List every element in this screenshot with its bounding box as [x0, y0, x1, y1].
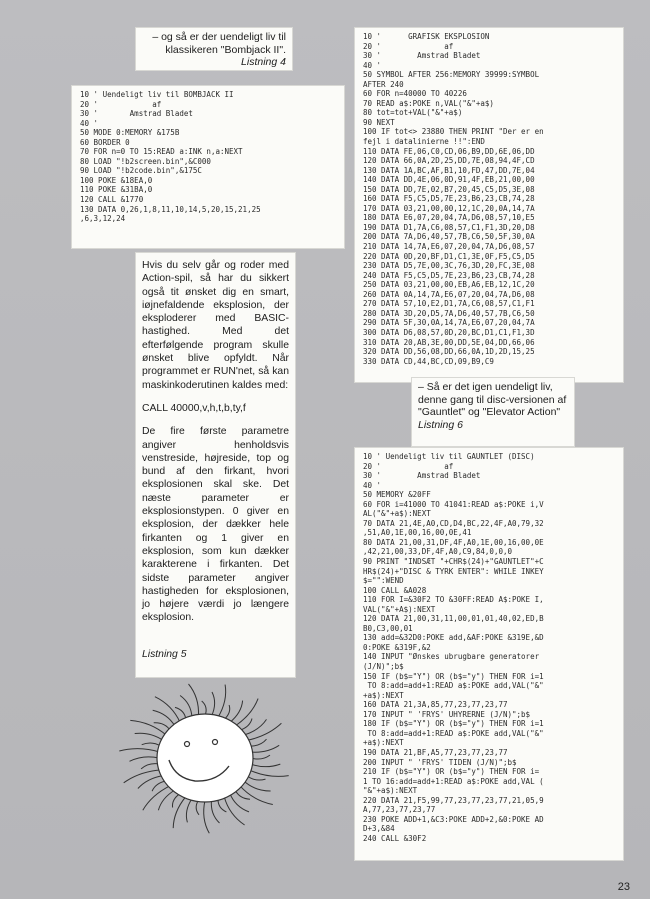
- article-paragraph-2: CALL 40000,v,h,t,b,ty,f: [142, 402, 246, 414]
- code-line: A,77,23,77,23,77: [363, 805, 436, 815]
- code-line: 110 POKE &31BA,0: [80, 185, 153, 195]
- code-line: 180 IF (b$="Y") OR (b$="y") THEN FOR i=1: [363, 719, 544, 729]
- sun-ray: [155, 697, 180, 723]
- code-line: ,42,21,00,33,DF,4F,A0,C9,84,0,0,0: [363, 547, 513, 557]
- code-line: 90 NEXT: [363, 117, 395, 127]
- code-line: 140 INPUT "Ønskes ubrugbare generatorer: [363, 652, 540, 662]
- caption-listing-6-text: – Så er det igen uendeligt liv, denne gang til disc-versionen af "Gauntlet" og "Elevator Action": [418, 381, 567, 418]
- code-line: 120 DATA 66,0A,2D,25,DD,7E,08,94,4F,CD: [363, 156, 535, 166]
- code-line: 310 DATA 20,AB,3E,00,DD,5E,04,DD,66,06: [363, 337, 535, 347]
- code-line: 330 DATA CD,44,BC,CD,09,B9,C9: [363, 356, 494, 366]
- code-line: 70 READ a$:POKE n,VAL("&"+a$): [363, 98, 494, 108]
- code-line: 160 DATA 21,3A,85,77,23,77,23,77: [363, 700, 508, 710]
- code-line: 1 TO 16:add=add+1:READ a$:POKE add,VAL (: [363, 776, 544, 786]
- code-line: +a$):NEXT: [363, 738, 404, 748]
- code-line: 10 ' Uendeligt liv til GAUNTLET (DISC): [363, 452, 535, 461]
- code-line: 90 LOAD "!b2code.bin",&175C: [80, 166, 202, 176]
- sun-ray: [218, 685, 226, 718]
- sun-ray: [235, 790, 250, 799]
- code-line: HR$(24)+"DISC & TYRK ENTER": WHILE INKEY: [363, 566, 544, 576]
- code-line: 100 POKE &18EA,0: [80, 175, 153, 185]
- code-line: 150 DATA DD,7E,02,B7,20,45,C5,D5,3E,08: [363, 184, 535, 194]
- sun-ray: [240, 719, 252, 731]
- code-line: 20 ' af: [80, 99, 162, 109]
- code-line: 40 ': [80, 118, 99, 128]
- code-line: 130 add=&32D0:POKE add,&AF:POKE &319E,&D: [363, 633, 544, 643]
- code-line: TO 8:add=add+1:READ a$:POKE add,VAL("&": [363, 728, 544, 738]
- sun-ray: [180, 696, 192, 718]
- code-line: $="":WEND: [363, 576, 404, 586]
- code-line: AL("&"+a$):NEXT: [363, 509, 431, 519]
- caption-listing-5-label: Listning 5: [142, 649, 187, 661]
- code-line: 210 DATA 14,7A,E6,07,20,04,7A,D6,08,57: [363, 242, 535, 252]
- code-line: 120 CALL &1770: [80, 195, 144, 205]
- sun-ray: [142, 743, 161, 746]
- sun-ray: [204, 800, 210, 833]
- code-line: 30 ' Amstrad Bladet: [363, 51, 481, 61]
- sun-ray: [244, 781, 271, 791]
- sun-ray: [186, 799, 192, 823]
- code-line: 140 DATA DD,4E,06,0D,91,4F,EB,21,00,00: [363, 175, 535, 185]
- code-line: D+3,&84: [363, 824, 395, 834]
- code-line: TO 8:add=add+1:READ a$:POKE add,VAL("&": [363, 681, 544, 691]
- caption-box-listing-6: [412, 378, 574, 446]
- code-line: 70 DATA 21,4E,A0,CD,D4,BC,22,4F,A0,79,32: [363, 518, 544, 528]
- sun-ray: [230, 701, 243, 723]
- code-line: 150 IF (b$="Y") OR (b$="y") THEN FOR i=1: [363, 671, 544, 681]
- code-line: 80 LOAD "!b2screen.bin",&C000: [80, 156, 211, 166]
- code-line: 20 ' af: [363, 41, 454, 51]
- code-line: 130 DATA 0,26,1,8,11,10,14,5,20,15,21,25: [80, 204, 261, 214]
- code-line: 240 CALL &30F2: [363, 833, 427, 843]
- sun-ray: [154, 723, 171, 731]
- sun-ray: [251, 745, 280, 752]
- listing-explosion-code: [363, 32, 615, 366]
- listing-4-code: [80, 90, 336, 224]
- code-line: (J/N)";b$: [363, 662, 404, 672]
- code-line: 30 ' Amstrad Bladet: [80, 109, 193, 119]
- code-line: 160 DATA F5,C5,D5,7E,23,B6,23,CB,74,28: [363, 194, 535, 204]
- sun-ray: [135, 733, 164, 740]
- code-line: 220 DATA 0D,20,BF,D1,C1,3E,0F,F5,C5,D5: [363, 251, 535, 261]
- code-line: 80 tot=tot+VAL("&"+a$): [363, 108, 463, 118]
- sun-ray: [230, 794, 249, 812]
- code-line: 120 DATA 21,00,31,11,00,01,01,40,02,ED,B: [363, 614, 544, 624]
- code-line: +a$):NEXT: [363, 690, 404, 700]
- code-line: 170 DATA 03,21,00,00,12,1C,20,0A,14,7A: [363, 203, 535, 213]
- code-line: 200 INPUT " 'FRYS' TIDEN (J/N)";b$: [363, 757, 517, 767]
- code-line: 110 FOR I=&30F2 TO &30FF:READ A$:POKE I,: [363, 595, 544, 605]
- code-line: 100 CALL &A028: [363, 585, 427, 595]
- code-line: 280 DATA 3D,20,D5,7A,D6,40,57,7B,C6,50: [363, 308, 535, 318]
- code-line: 30 ' Amstrad Bladet: [363, 471, 481, 481]
- code-line: 90 PRINT "INDSÆT "+CHR$(24)+"GAUNTLET"+C: [363, 557, 544, 567]
- code-line: 110 DATA FE,06,C0,CD,06,B9,DD,6E,06,DD: [363, 146, 535, 156]
- code-line: ,6,3,12,24: [80, 214, 126, 224]
- code-line: 240 DATA F5,C5,D5,7E,23,B6,23,CB,74,28: [363, 270, 535, 280]
- caption-listing-4-label: Listning 4: [241, 56, 286, 68]
- caption-box-listing-4: [136, 28, 292, 70]
- sun-ray: [143, 786, 170, 811]
- sun-ray: [251, 755, 270, 759]
- code-line: 230 POKE ADD+1,&C3:POKE ADD+2,&0:POKE AD: [363, 814, 544, 824]
- code-line: 270 DATA 57,10,E2,D1,7A,C6,08,57,C1,F1: [363, 299, 535, 309]
- code-line: 300 DATA D6,08,57,0D,20,BC,D1,C1,F1,3D: [363, 327, 535, 337]
- listing-gauntlet-code: [363, 452, 615, 843]
- code-line: 290 DATA 5F,30,0A,14,7A,E6,07,20,04,7A: [363, 318, 535, 328]
- code-line: 180 DATA E6,07,20,04,7A,D6,08,57,10,E5: [363, 213, 535, 223]
- code-line: 200 DATA 7A,D6,40,57,7B,C6,50,5F,30,0A: [363, 232, 535, 242]
- sun-ray: [138, 776, 163, 789]
- page-number: 23: [617, 881, 630, 893]
- code-line: 40 ': [363, 60, 382, 70]
- code-line: 50 SYMBOL AFTER 256:MEMORY 39999:SYMBOL: [363, 70, 540, 80]
- sun-ray: [119, 749, 159, 752]
- caption-listing-4: [142, 31, 286, 69]
- code-line: 10 ' Uendeligt liv til BOMBJACK II: [80, 90, 234, 99]
- smiling-sun-illustration: [105, 668, 305, 843]
- caption-listing-6: [418, 381, 568, 431]
- code-line: 190 DATA 21,BF,A5,77,23,77,23,77: [363, 747, 508, 757]
- code-line: 250 DATA 03,21,00,00,EB,A6,EB,12,1C,20: [363, 280, 535, 290]
- sun-ray: [124, 770, 161, 783]
- code-line: 80 DATA 21,00,31,DF,4F,A0,1E,00,16,00,0E: [363, 537, 544, 547]
- sun-ray: [212, 692, 215, 716]
- listing-4-box: [72, 86, 344, 248]
- sun-ray: [251, 764, 281, 767]
- article-paragraph-1: Hvis du selv går og roder med Action-spil, så har du sikkert også tit ønsket dig en smart, iøjnefaldende eksplosion, der eksploderer med BASIC-hastighed. Med det efterfølgende program skulle ønsket blive opfyldt. Når programmet er RUN'net, så kan maskinkoderutinen kaldes med:: [142, 260, 289, 391]
- code-line: "&"+a$):NEXT: [363, 786, 418, 796]
- sun-ray: [244, 719, 267, 735]
- code-line: 320 DATA DD,56,08,DD,66,0A,1D,2D,15,25: [363, 347, 535, 357]
- code-line: 260 DATA 0A,14,7A,E6,07,20,04,7A,D6,08: [363, 289, 535, 299]
- caption-listing-4-text: – og så er der uendeligt liv til klassikeren "Bombjack II".: [152, 31, 286, 56]
- code-line: fejl i datalinierne !!":END: [363, 137, 485, 147]
- code-line: 230 DATA D5,7E,00,3C,76,3D,20,FC,3E,08: [363, 261, 535, 271]
- code-line: ,51,A0,1E,00,16,00,0E,41: [363, 528, 472, 538]
- caption-listing-6-label: Listning 6: [418, 418, 463, 431]
- sun-ray: [249, 739, 266, 746]
- listing-gauntlet-box: [355, 448, 623, 860]
- code-line: 100 IF tot<> 23880 THEN PRINT "Der er en: [363, 127, 544, 137]
- code-line: 190 DATA D1,7A,C6,08,57,C1,F1,3D,20,D8: [363, 222, 535, 232]
- code-line: B0,C3,00,01: [363, 623, 413, 633]
- sun-ray: [152, 781, 166, 791]
- code-line: 60 BORDER 0: [80, 137, 130, 147]
- code-line: 60 FOR n=40000 TO 40226: [363, 89, 467, 99]
- article-text: [142, 259, 289, 661]
- article-paragraph-4: [142, 635, 289, 662]
- sun-ray: [247, 776, 266, 780]
- code-line: 60 FOR i=41000 TO 41041:READ a$:POKE i,V: [363, 499, 544, 509]
- listing-6-explosion-box: [355, 28, 623, 382]
- article-paragraph-3: De fire første parametre angiver henholdsvis venstreside, højreside, top og bund af den firkant, hvori eksplosionen skal ske. Det næste parameter er eksplosionstypen. 0 giver en eksplosion, der dækker hele firkanten og 1 giver en eksplosion, som kun dækker karakterene i firkanten. Det sidste parameter angiver hastigheden for eksplosionen, jo højere værdi jo længere eksplosion.: [142, 426, 289, 624]
- code-line: 210 IF (b$="Y") OR (b$="y") THEN FOR i=: [363, 767, 540, 777]
- code-line: 20 ' af: [363, 461, 454, 471]
- sun-ray: [153, 710, 175, 726]
- code-line: 70 FOR n=0 TO 15:READ a:INK n,a:NEXT: [80, 147, 243, 157]
- code-line: 10 ' GRAFISK EKSPLOSION: [363, 32, 490, 41]
- sun-ray: [130, 757, 160, 761]
- sun-ray: [189, 684, 199, 716]
- code-line: 130 DATA 1A,BC,AF,B1,10,FD,47,DD,7E,04: [363, 165, 535, 175]
- article-text-box: [136, 253, 295, 677]
- code-line: 50 MEMORY &20FF: [363, 490, 431, 500]
- code-line: 0:POKE &319F,&2: [363, 642, 431, 652]
- code-line: 220 DATA 21,F5,99,77,23,77,23,77,21,05,9: [363, 795, 544, 805]
- sun-ray: [249, 770, 289, 776]
- code-line: 50 MODE 0:MEMORY &175B: [80, 128, 180, 138]
- sun-ray: [173, 797, 186, 829]
- sun-ray: [141, 764, 159, 769]
- code-line: 40 ': [363, 480, 382, 490]
- code-line: AFTER 240: [363, 79, 404, 89]
- code-line: 170 INPUT " 'FRYS' UHYRERNE (J/N)";b$: [363, 709, 531, 719]
- code-line: VAL("&"+A$):NEXT: [363, 604, 436, 614]
